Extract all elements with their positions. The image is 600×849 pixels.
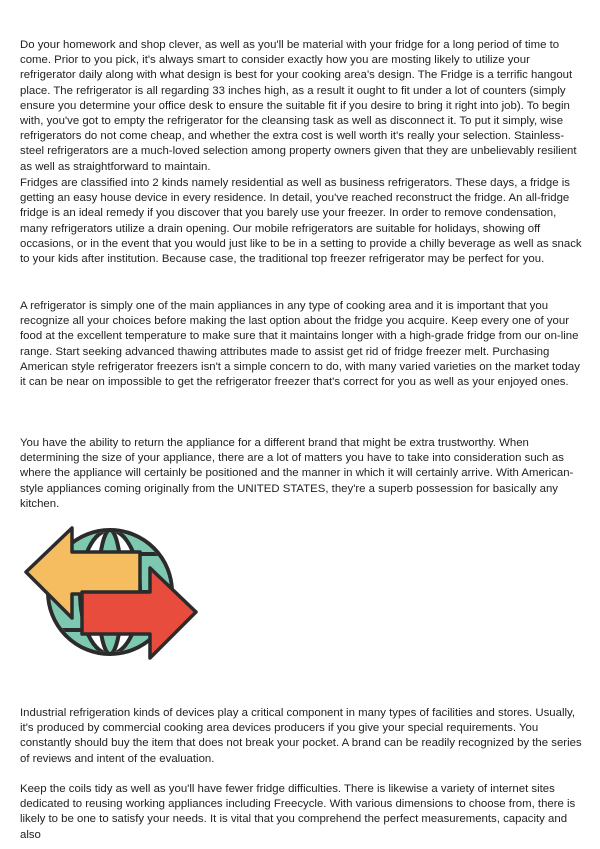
paragraph-3: A refrigerator is simply one of the main appliances in any type of cooking area and it is important that you recognize all your choices before making the last option about the fridge you acquire. Keep every one of your food at the excellent temperature to make sure that it maintains longer with a high-grade fridge from our on-line range. Start seeking advanced thawing attributes made to assist get rid of fridge freezer melt. Purchasing American style refrigerator freezers isn't a simple concern to do, with many varied varieties on the market today it can be near on impossible to get the refrigerator freezer that's correct for you as well as your enjoyed ones.	[20, 300, 580, 389]
paragraph-4: You have the ability to return the appliance for a different brand that might be extra trustworthy. When determining the size of your appliance, there are a lot of matters you have to take into consideration such as where the appliance will certainly be positioned and the manner in which it will certainly arrive. With American-style appliances coming originally from the UNITED STATES, they're a superb possession for basically any kitchen.	[20, 437, 574, 510]
paragraph-1: Do your homework and shop clever, as well as you'll be material with your fridge for a long period of time to come. Prior to you pick, it's always smart to consider exactly how you are mosting likely to utilize your refrigerator daily along with what design is best for your cooking area's design. The Fridge is a terrific hangout place. The refrigerator is all regarding 33 inches high, as a result it ought to fit under a lot of counters (simply ensure you determine your office desk to ensure the suitable fit if you desire to bring it right into job). To begin with, you've got to empty the refrigerator for the cleansing task as well as disconnect it. To put it simply, wise refrigerators do not come cheap, and whether the extra cost is well worth it's really your selection. Stainless-steel refrigerators are a much-loved selection among property owners given that they are unbelievably resilient as well as straightforward to maintain.	[20, 39, 577, 173]
paragraph-5: Industrial refrigeration kinds of devices play a critical component in many types of facilities and stores. Usually, it's produced by commercial cooking area devices producers if you give your special requirements. You constantly should buy the item that does not break your pocket. A brand can be readily recognized by the series of reviews and intent of the evaluation.	[20, 707, 582, 765]
paragraph-6: Keep the coils tidy as well as you'll have fewer fridge difficulties. There is likewise a variety of internet sites dedicated to reusing working appliances including Freecycle. With various dimensions to choose from, there is likely to be one to satisfy your needs. It is vital that you comprehend the perfect measurements, capacity and also	[20, 783, 576, 841]
paragraph-2: Fridges are classified into 2 kinds namely residential as well as business refrigerators. These days, a fridge is getting an easy house device in every residence. In detail, you've reached reconstruct the fridge. An all-fridge fridge is an ideal remedy if you discover that you barely use your freezer. In order to remove condensation, many refrigerators utilize a drain opening. Our mobile refrigerators are suitable for holidays, showing off occasions, or in the event that you would just like to be in a setting to provide a chilly beverage as well as snack to your kids after institution. Because case, the traditional top freezer refrigerator may be perfect for you.	[20, 177, 582, 266]
globe-exchange-arrows-icon	[20, 514, 200, 674]
